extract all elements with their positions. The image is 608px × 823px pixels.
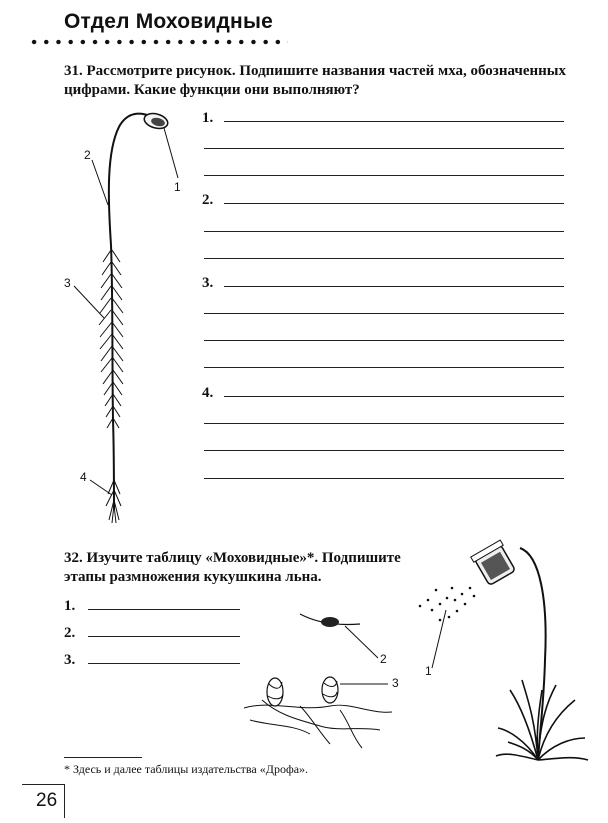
page-number: 26: [36, 790, 58, 811]
answer-line[interactable]: [224, 121, 564, 122]
figure-31-label-3: 3: [64, 276, 71, 290]
title-dot-divider: [28, 38, 288, 46]
answer-line[interactable]: [204, 450, 564, 451]
page-number-rule: [22, 784, 64, 785]
answer-line[interactable]: [224, 396, 564, 397]
answer-line[interactable]: [204, 340, 564, 341]
figure-31-label-2: 2: [84, 148, 91, 162]
figure-31-label-1: 1: [174, 180, 181, 194]
page-number-rule-vertical: [64, 784, 65, 818]
answer-31-1-number: 1.: [202, 110, 214, 126]
answer-32-3-number: 3.: [64, 652, 76, 668]
figure-32-label-1: 1: [425, 664, 432, 678]
answer-line[interactable]: [204, 148, 564, 149]
answer-line[interactable]: [204, 258, 564, 259]
figure-32-label-3: 3: [392, 676, 399, 690]
answer-line[interactable]: [204, 423, 564, 424]
section-title: Отдел Моховидные: [64, 10, 273, 33]
spores-shape: [419, 587, 476, 622]
answer-line[interactable]: [204, 313, 564, 314]
answer-line[interactable]: [88, 663, 240, 664]
answer-line[interactable]: [224, 286, 564, 287]
answer-line[interactable]: [88, 609, 240, 610]
footnote-divider: [64, 757, 142, 758]
task-31-text: 31. Рассмотрите рисунок. Подпишите названия частей мха, обозначенных цифрами. Какие функции они выполняют?: [64, 63, 566, 98]
answer-line[interactable]: [88, 636, 240, 637]
figure-32-label-2: 2: [380, 652, 387, 666]
answer-31-4-number: 4.: [202, 385, 214, 401]
answer-31-3-number: 3.: [202, 275, 214, 291]
answer-32-2-number: 2.: [64, 625, 76, 641]
answer-line[interactable]: [204, 367, 564, 368]
capsule-shape: [143, 111, 170, 131]
answer-line[interactable]: [204, 478, 564, 479]
answer-31-2-number: 2.: [202, 192, 214, 208]
answer-line[interactable]: [204, 175, 564, 176]
leaves-shape: [99, 250, 123, 428]
answer-32-1-number: 1.: [64, 598, 76, 614]
rhizoids-shape: [106, 480, 121, 523]
moss-tuft-shape: [496, 680, 588, 760]
answer-line[interactable]: [204, 231, 564, 232]
protonema-shape: [244, 700, 392, 748]
buds-shape: [267, 677, 338, 706]
footnote: * Здесь и далее таблицы издательства «Дрофа».: [64, 762, 309, 776]
task-32-text: 32. Изучите таблицу «Моховидные»*. Подпишите этапы размножения кукушкина льна.: [64, 550, 401, 585]
figure-31-label-4: 4: [80, 470, 87, 484]
answer-line[interactable]: [224, 203, 564, 204]
